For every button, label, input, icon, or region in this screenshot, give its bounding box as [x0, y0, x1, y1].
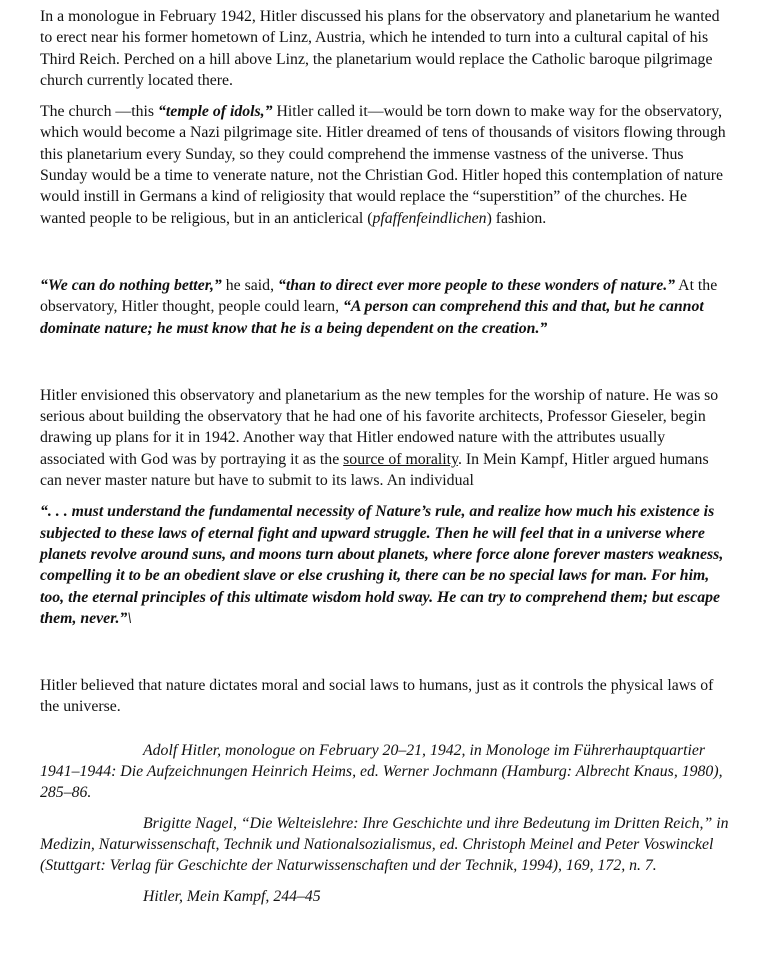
- paragraph-church-text-1: The church —this: [40, 103, 159, 121]
- source-of-morality-link[interactable]: source of morality: [343, 450, 458, 468]
- footnotes: [40, 740, 730, 907]
- footnote-item: Brigitte Nagel, “Die Welteislehre: Ihre Geschichte und ihre Bedeutung im Dritten Reich,” in Medizin, Naturwissenschaft, Technik und Nationalsozialismus, ed. Christoph Meinel and Peter Voswinckel (Stuttgart: Verlag für Geschichte der Naturwissenschaften und der Technik, 1994), 169, 172, n. 7.: [40, 814, 729, 875]
- quote-temple-of-idols: “temple of idols,”: [158, 103, 273, 121]
- paragraph-church: [40, 101, 730, 229]
- quote-person-comprehend: “A person can comprehend this and that, but he cannot dominate nature; he must know that he is a being dependent on the creation.”: [40, 298, 704, 337]
- paragraph-temples: [40, 385, 730, 491]
- paragraph-church-text-3: ) fashion.: [486, 209, 547, 227]
- quote-nothing-better: “We can do nothing better,”: [40, 276, 222, 294]
- paragraph-conclusion: Hitler believed that nature dictates moral and social laws to humans, just as it controls the physical laws of the universe.: [40, 677, 714, 716]
- paragraph-intro: In a monologue in February 1942, Hitler discussed his plans for the observatory and planetarium he wanted to erect near his former hometown of Linz, Austria, which he intended to turn into a cultural capital of his Third Reich. Perched on a hill above Linz, the planetarium would replace the Catholic baroque pilgrimage church currently located there.: [40, 8, 720, 89]
- document-page: [40, 6, 730, 916]
- paragraph-quote-text-1: he said,: [221, 276, 278, 294]
- paragraph-temples-text-1: Hitler envisioned this observatory and planetarium as the new temples for the worship of nature. He was so serious about building the observatory that he had one of his favorite architects, Professor Gieseler, begin drawing up plans for it in 1942. Another way that Hitler endowed nature with the attributes usually associated with God was by portraying it as the: [40, 386, 719, 468]
- paragraph-quote-text-2: At the observatory, Hitler thought, people could learn,: [40, 276, 718, 316]
- paragraph-temples-text-2: . In Mein Kampf, Hitler argued humans can never master nature but have to submit to its laws. An individual: [40, 450, 709, 490]
- footnote-item: Adolf Hitler, monologue on February 20–21, 1942, in Monologe im Führerhauptquartier 1941–1944: Die Aufzeichnungen Heinrich Heims, ed. Werner Jochmann (Hamburg: Albrecht Knaus, 1980), 285–86.: [40, 741, 723, 802]
- mein-kampf-quote: “. . . must understand the fundamental necessity of Nature’s rule, and realize how much his existence is subjected to these laws of eternal fight and upward struggle. Then he will feel that in a universe where planets revolve around suns, and moons turn about planets, where force alone forever masters weakness, compelling it to be an obedient slave or else crushing it, there can be no special laws for man. For him, too, the eternal principles of this ultimate wisdom hold sway. He can try to comprehend them; but escape them, never.”\: [40, 503, 724, 627]
- paragraph-church-text-2: Hitler called it—would be torn down to make way for the observatory, which would become a Nazi pilgrimage site. Hitler dreamed of tens of thousands of visitors flowing through this planetarium every Sunday, so they could comprehend the immense vastness of the universe. Thus Sunday would be a time to venerate nature, not the Christian God. Hitler hoped this contemplation of nature would instill in Germans a kind of religiosity that would replace the “superstition” of the churches. He wanted people to be religious, but in an anticlerical (: [40, 103, 726, 227]
- term-pfaffenfeindlichen: pfaffenfeindlichen: [372, 209, 487, 227]
- paragraph-quote-nature: [40, 275, 730, 339]
- quote-wonders-of-nature: “than to direct ever more people to these wonders of nature.”: [277, 276, 676, 294]
- footnote-item: Hitler, Mein Kampf, 244–45: [143, 887, 321, 905]
